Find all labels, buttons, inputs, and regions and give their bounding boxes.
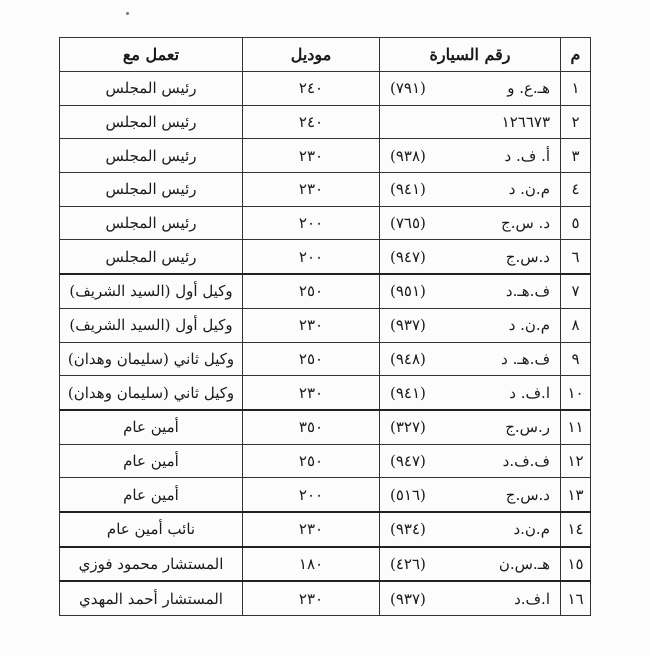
- plate-code: (٩٣٧): [390, 589, 426, 608]
- plate-cell: [380, 410, 561, 444]
- row-number: ١٠: [561, 376, 591, 410]
- model-cell: ٢٣٠: [243, 581, 380, 615]
- cars-table: [59, 37, 591, 616]
- plate-cell: [380, 105, 561, 139]
- plate-cell: [380, 478, 561, 512]
- plate-cell: [380, 342, 561, 376]
- plate-code: (٩٤٧): [390, 247, 426, 266]
- model-cell: ٢٥٠: [243, 342, 380, 376]
- table-row: [60, 342, 591, 376]
- row-number: ٦: [561, 240, 591, 274]
- table-row: [60, 206, 591, 240]
- plate-letters: ف.هـ. د: [501, 349, 550, 368]
- plate-cell: [380, 512, 561, 547]
- model-cell: ٢٣٠: [243, 173, 380, 207]
- model-cell: ٢٠٠: [243, 240, 380, 274]
- works-with-cell: وكيل ثاني (سليمان وهدان): [60, 342, 243, 376]
- plate-code: (٩٤٨): [390, 349, 426, 368]
- model-cell: ١٨٠: [243, 547, 380, 582]
- plate-cell: [380, 444, 561, 478]
- row-number: ١٣: [561, 478, 591, 512]
- table-row: [60, 512, 591, 547]
- plate-code: (٣٢٧): [390, 418, 426, 437]
- model-cell: ٢٤٠: [243, 105, 380, 139]
- model-cell: ٢٥٠: [243, 444, 380, 478]
- plate-cell: [380, 581, 561, 615]
- plate-cell: [380, 240, 561, 274]
- plate-code: (٩٤١): [390, 180, 426, 199]
- plate-letters: م.ن. د: [508, 316, 550, 335]
- model-cell: ٢٣٠: [243, 376, 380, 410]
- works-with-cell: رئيس المجلس: [60, 72, 243, 106]
- header-num: م: [561, 38, 591, 72]
- table-row: [60, 410, 591, 444]
- plate-letters: ف.ف.د: [502, 451, 550, 470]
- plate-cell: [380, 72, 561, 106]
- works-with-cell: رئيس المجلس: [60, 206, 243, 240]
- table-row: [60, 308, 591, 342]
- header-row: [60, 38, 591, 72]
- plate-code: (٥١٦): [390, 485, 426, 504]
- row-number: ١٥: [561, 547, 591, 582]
- table-row: [60, 274, 591, 308]
- row-number: ١٢: [561, 444, 591, 478]
- model-cell: ٣٥٠: [243, 410, 380, 444]
- plate-code: (٩٥١): [390, 282, 426, 301]
- table-row: [60, 105, 591, 139]
- plate-code: (٩٣٧): [390, 316, 426, 335]
- plate-code: (٧٩١): [390, 79, 426, 98]
- plate-letters: د. س.ج: [501, 214, 550, 233]
- works-with-cell: وكيل أول (السيد الشريف): [60, 308, 243, 342]
- works-with-cell: أمين عام: [60, 410, 243, 444]
- plate-code: (٩٤١): [390, 383, 426, 402]
- plate-cell: [380, 547, 561, 582]
- plate-code: (٧٦٥): [390, 214, 426, 233]
- row-number: ١١: [561, 410, 591, 444]
- plate-cell: [380, 274, 561, 308]
- plate-letters: ر.س.ج: [505, 418, 550, 437]
- plate-letters: أ. ف. د: [504, 146, 550, 165]
- model-cell: ٢٤٠: [243, 72, 380, 106]
- table-row: [60, 173, 591, 207]
- plate-cell: [380, 376, 561, 410]
- plate-cell: [380, 139, 561, 173]
- table-row: [60, 478, 591, 512]
- model-cell: ٢٣٠: [243, 512, 380, 547]
- table-row: [60, 581, 591, 615]
- plate-letters: م.ن. د: [508, 180, 550, 199]
- plate-cell: [380, 173, 561, 207]
- model-cell: ٢٠٠: [243, 206, 380, 240]
- header-plate: رقم السيارة: [380, 38, 561, 72]
- plate-code: (٩٣٤): [390, 520, 426, 539]
- works-with-cell: نائب أمين عام: [60, 512, 243, 547]
- table-row: [60, 240, 591, 274]
- plate-letters: م.ن.د: [513, 520, 550, 539]
- works-with-cell: أمين عام: [60, 478, 243, 512]
- plate-letters: ١٢٦٦٧٣: [501, 113, 550, 132]
- plate-cell: [380, 308, 561, 342]
- row-number: ١٦: [561, 581, 591, 615]
- plate-letters: ف.هـ.د: [505, 282, 550, 301]
- plate-code: (٩٤٧): [390, 451, 426, 470]
- plate-letters: د.س.ج: [505, 247, 550, 266]
- works-with-cell: أمين عام: [60, 444, 243, 478]
- model-cell: ٢٣٠: [243, 308, 380, 342]
- header-works-with: تعمل مع: [60, 38, 243, 72]
- plate-letters: ا.ف. د: [509, 383, 550, 402]
- works-with-cell: رئيس المجلس: [60, 173, 243, 207]
- table-row: [60, 72, 591, 106]
- plate-cell: [380, 206, 561, 240]
- plate-letters: هـ.س.ن: [498, 554, 550, 573]
- row-number: ١٤: [561, 512, 591, 547]
- row-number: ٤: [561, 173, 591, 207]
- works-with-cell: رئيس المجلس: [60, 105, 243, 139]
- plate-code: (٩٣٨): [390, 146, 426, 165]
- model-cell: ٢٣٠: [243, 139, 380, 173]
- plate-letters: هـ.ع. و: [507, 79, 550, 98]
- plate-code: (٤٢٦): [390, 554, 426, 573]
- plate-letters: ا.ف.د: [514, 589, 550, 608]
- table-row: [60, 376, 591, 410]
- works-with-cell: المستشار أحمد المهدي: [60, 581, 243, 615]
- works-with-cell: رئيس المجلس: [60, 240, 243, 274]
- table-row: [60, 139, 591, 173]
- table-row: [60, 547, 591, 582]
- row-number: ٨: [561, 308, 591, 342]
- header-model: موديل: [243, 38, 380, 72]
- row-number: ١: [561, 72, 591, 106]
- row-number: ٣: [561, 139, 591, 173]
- row-number: ٩: [561, 342, 591, 376]
- works-with-cell: وكيل أول (السيد الشريف): [60, 274, 243, 308]
- works-with-cell: رئيس المجلس: [60, 139, 243, 173]
- plate-letters: د.س.ج: [505, 485, 550, 504]
- table-row: [60, 444, 591, 478]
- row-number: ٢: [561, 105, 591, 139]
- model-cell: ٢٠٠: [243, 478, 380, 512]
- works-with-cell: المستشار محمود فوزي: [60, 547, 243, 582]
- row-number: ٥: [561, 206, 591, 240]
- works-with-cell: وكيل ثاني (سليمان وهدان): [60, 376, 243, 410]
- model-cell: ٢٥٠: [243, 274, 380, 308]
- row-number: ٧: [561, 274, 591, 308]
- scan-speck: [126, 12, 129, 15]
